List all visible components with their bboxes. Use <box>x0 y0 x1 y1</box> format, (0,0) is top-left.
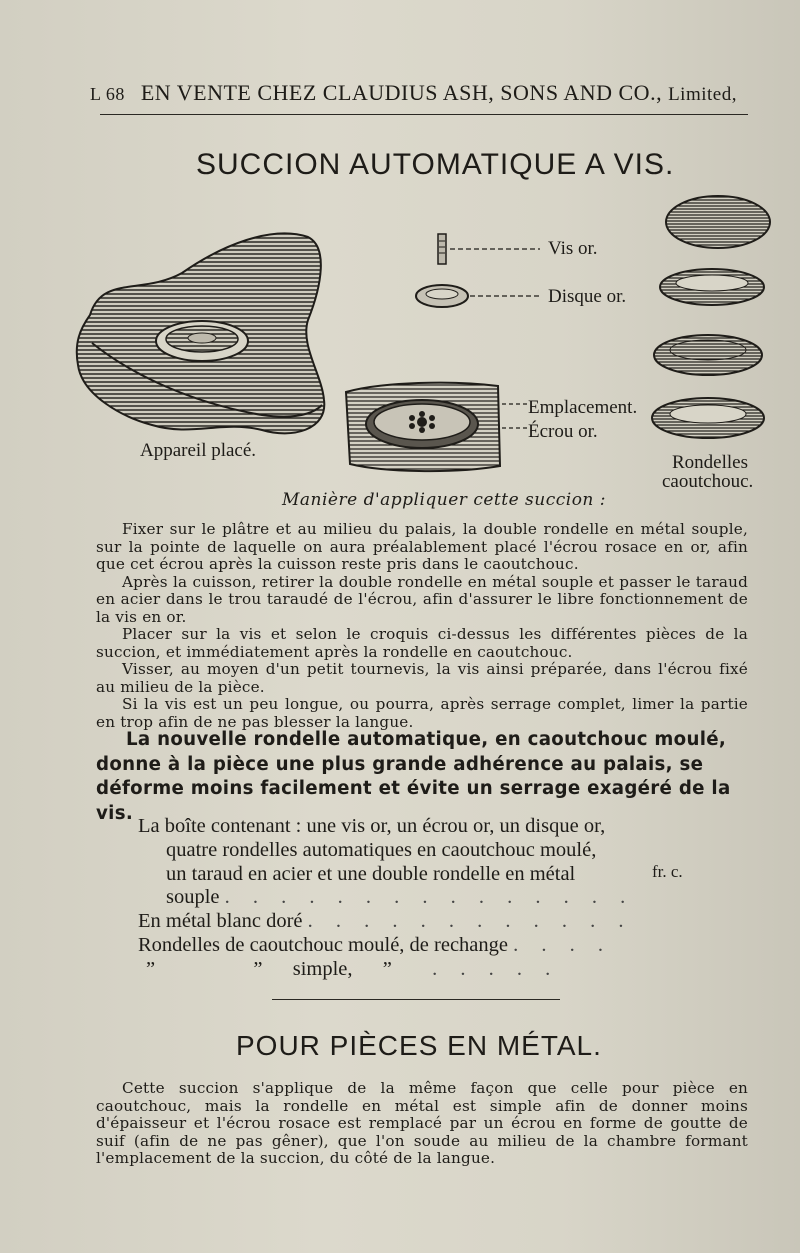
highlight-text: La nouvelle rondelle automatique, en caoutchouc moulé, donne à la pièce une plus grande adhérence au palais, se déforme moins facilement et évite un serrage exagéré de la vis. <box>96 729 731 824</box>
price-line <box>138 910 738 934</box>
instruction-paragraph: Visser, au moyen d'un petit tournevis, la vis ainsi préparée, dans l'écrou fixé au milieu de la pièce. <box>96 660 748 696</box>
header-limited: Limited, <box>668 84 737 105</box>
price-line <box>138 934 738 958</box>
ditto-mark: ” <box>146 957 156 980</box>
price-line-label: Rondelles de caoutchouc moulé, de rechange <box>138 933 508 956</box>
section2-text-block <box>96 1080 748 1168</box>
disque-illustration <box>414 282 542 310</box>
instructions <box>96 521 748 731</box>
instruction-paragraph: Fixer sur le plâtre et au milieu du palais, la double rondelle en métal souple, sur la pointe de laquelle on aura préalablement placé l'écrou rosace en or, afin que cet écrou après la cuisson reste pris dans le caoutchouc. <box>96 520 748 573</box>
rondelles-illustration <box>648 190 776 444</box>
price-list <box>138 815 738 982</box>
vis-illustration <box>432 232 542 266</box>
instruction-paragraph: Après la cuisson, retirer la double rondelle en métal souple et passer le taraud en acier dans le trou taraudé de l'écrou, afin d'assurer le libre fonctionnement de la vis en or. <box>96 572 748 626</box>
instruction-paragraph: Placer sur la vis et selon le croquis ci-dessus les différentes pièces de la succion, et immédiatement après la rondelle en caoutchouc. <box>96 625 748 661</box>
appareil-illustration <box>72 225 328 443</box>
emplacement-label: Emplacement. <box>528 397 638 418</box>
page-number: L 68 <box>90 84 125 104</box>
instructions-subtitle: Manière d'appliquer cette succion : <box>282 490 607 510</box>
currency-label: fr. c. <box>652 862 683 881</box>
leader-dots: . . . . <box>513 933 612 956</box>
ditto-mark: ” <box>382 957 392 980</box>
disque-label: Disque or. <box>548 286 627 307</box>
header-rule <box>100 114 748 115</box>
price-line-label: simple, <box>292 957 353 980</box>
rondelles-label-2: caoutchouc. <box>662 471 754 492</box>
price-line <box>138 958 738 982</box>
leader-dots: . . . . . . . . . . . . . . . <box>224 886 635 909</box>
ecrou-label: Écrou or. <box>528 421 598 442</box>
page-title: SUCCION AUTOMATIQUE A VIS. <box>196 148 675 181</box>
section2-paragraph: Cette succion s'applique de la même façon que celle pour pièce en caoutchouc, mais la rondelle en métal est simple afin de donner moins d'épaisseur et l'écrou rosace est remplacé par un écrou en forme de goutte de suif (afin de ne pas gêner), que l'on soude au milieu de la chambre formant l'emplacement de la succion, du côté de la langue. <box>96 1079 748 1167</box>
highlight-paragraph <box>96 728 748 826</box>
price-line: La boîte contenant : une vis or, un écrou or, un disque or, <box>138 815 606 837</box>
price-line-label: souple <box>166 886 220 909</box>
price-line: un taraud en acier et une double rondelle en métal <box>166 862 576 885</box>
price-line-label: En métal blanc doré <box>138 910 303 933</box>
vis-label: Vis or. <box>548 238 598 259</box>
section-divider <box>272 999 560 1000</box>
header-text: EN VENTE CHEZ CLAUDIUS ASH, SONS AND CO., <box>140 80 663 105</box>
price-line <box>138 886 738 910</box>
section2-title: POUR PIÈCES EN MÉTAL. <box>236 1030 602 1061</box>
leader-dots: . . . . . . . . . . . . <box>307 910 633 933</box>
price-line: quatre rondelles automatiques en caoutchouc moulé, <box>166 838 597 861</box>
page-header <box>90 80 750 106</box>
appareil-label: Appareil placé. <box>140 440 257 461</box>
ditto-mark: ” <box>253 957 263 980</box>
rondelles-label-1: Rondelles <box>672 452 748 473</box>
instruction-paragraph: Si la vis est un peu longue, ou pourra, après serrage complet, limer la partie en trop afin de ne pas blesser la langue. <box>96 695 748 731</box>
leader-dots: . . . . . <box>432 957 560 980</box>
